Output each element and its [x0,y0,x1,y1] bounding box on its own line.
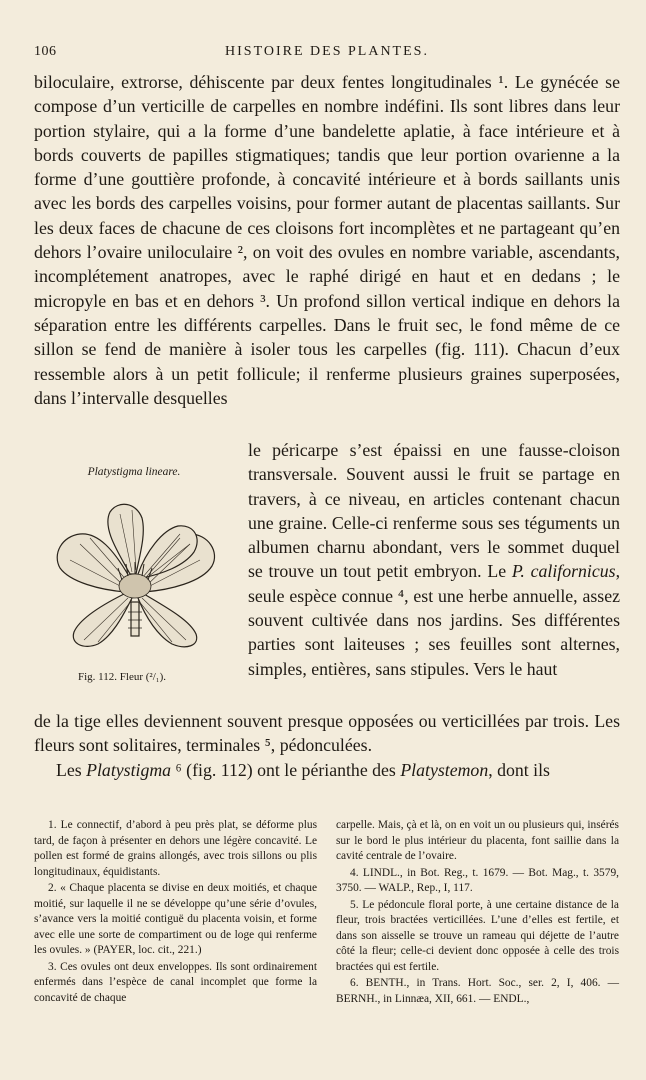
footnote-6: 6. BENTH., in Trans. Hort. Soc., ser. 2, I, 406. — BERNH., in Linnæa, XII, 661. — ENDL., [336,977,619,1005]
footnote-1: 1. Le connectif, d’abord à peu près plat, se déforme plus tard, de façon à présenter en dehors une légère concavité. Le pollen est formé de grains allongés, avec trois sillons ou plis longitudinaux, équidistants. [34,819,317,878]
footnotes-left-column [34,818,317,1007]
footnote-3: 3. Ces ovules ont deux enveloppes. Ils sont ordinairement enfermés dans l’espèce de canal incomplet que forme la concavité de chaque [34,960,317,1004]
flower-illustration [40,494,230,654]
wrapped-paragraph [248,438,620,681]
p2-middle: ⁶ (fig. 112) ont le périanthe des [171,759,401,780]
wrapped-text-part-2: , seule espèce connue ⁴, est une herbe annuelle, assez souvent cultivée dans nos jardins. Ses différentes parties sont laiteuses ; ses feuilles sont alternes, simples, entières, sans stipules. Vers le haut [248,561,621,679]
wrapped-text-part-1: le péricarpe s’est épaissi en une fausse-cloison transversale. Souvent aussi le fruit se partage en travers, à ce niveau, en articles contenant chacun une graine. Celle-ci renferme sous ses téguments un albumen charnu abondant, vers le sommet duquel se trouve un tout petit embryon. Le [248,440,620,582]
species-name: P. californicus [511,561,616,582]
genus-platystemon: Platystemon [400,759,489,780]
footnote-3-continued: carpelle. Mais, çà et là, on en voit un ou plusieurs qui, insérés sur le bord le plus intérieur du placenta, font saillie dans la cavité centrale de l’ovaire. [336,819,619,862]
figure-title: Platystigma lineare. [87,466,181,478]
p2-end: , dont ils [488,759,550,780]
pedicel [128,602,142,636]
figure-wrap-block [34,438,620,712]
footnote-5: 5. Le pédoncule floral porte, à une certaine distance de la fleur, trois bractées verticillées. L’une d’elles est fertile, et dans son aisselle se trouve un rameau qui déjette de l’autre côté la fleur; celle-ci devient donc opposée à celle des trois bractées qui est fertile. [336,898,619,973]
figure-112 [34,438,234,712]
running-head: HISTOIRE DES PLANTES. [225,44,429,59]
footnotes [34,818,620,1048]
petal-bottom-right [138,594,197,647]
footnote-4: 4. LINDL., in Bot. Reg., t. 1679. — Bot. Mag., t. 3579, 3750. — WALP., Rep., I, 117. [336,866,619,894]
paragraph-end: de la tige elles deviennent souvent presque opposées ou verticillées par trois. Les fleurs sont solitaires, terminales ⁵, pédonculées. [34,711,620,756]
footnotes-right-column [336,818,619,1008]
page-header [34,44,620,66]
page-number: 106 [34,44,57,59]
wrapped-text [248,438,620,681]
main-text-after-figure [34,709,620,782]
figure-caption: Fig. 112. Fleur (²/₁). [78,671,166,683]
petal-bottom-left [73,594,132,646]
footnote-2: 2. « Chaque placenta se divise en deux moitiés, et chaque moitié, sur laquelle il ne se développe qu’une série d’ovules, s’avance vers la moitié contiguë du placenta voisin, et forme avec elle une sorte de compartiment ou de loge qui renferme les ovules. » (PAYER, loc. cit., 221.) [34,882,317,956]
genus-platystigma: Platystigma [86,759,172,780]
main-text [34,70,620,410]
paragraph-continuation: biloculaire, extrorse, déhiscente par deux fentes longitudinales ¹. Le gynécée se compose d’un verticille de carpelles en nombre indéfini. Ils sont libres dans leur portion stylaire, qui a la forme d’une bandelette aplatie, à face intérieure et à bords couverts de papilles stigmatiques; tandis que leur portion ovarienne a la forme d’une gouttière profonde, à concavité intérieure et à bords saillants unis avec les bords des carpelles voisins, pour former autant de placentas saillants. Sur les deux faces de chacune de ces cloisons fort incomplètes et ne partageant qu’en dehors l’ovaire uniloculaire ², on voit des ovules en nombre variable, ascendants, incomplétement anatropes, avec le raphé dirigé en haut et en dedans ; le micropyle en bas et en dehors ³. Un profond sillon vertical indique en dehors la séparation entre les différents carpelles. Dans le fruit sec, le fond même de ce sillon se fend de manière à isoler tous les carpelles (fig. 111). Chacun d’eux ressemble alors à un petit follicule; il renferme plusieurs graines superposées, dans l’intervalle desquelles [34,72,620,408]
p2-start: Les [56,759,87,780]
paragraph-platystigma [34,758,620,782]
